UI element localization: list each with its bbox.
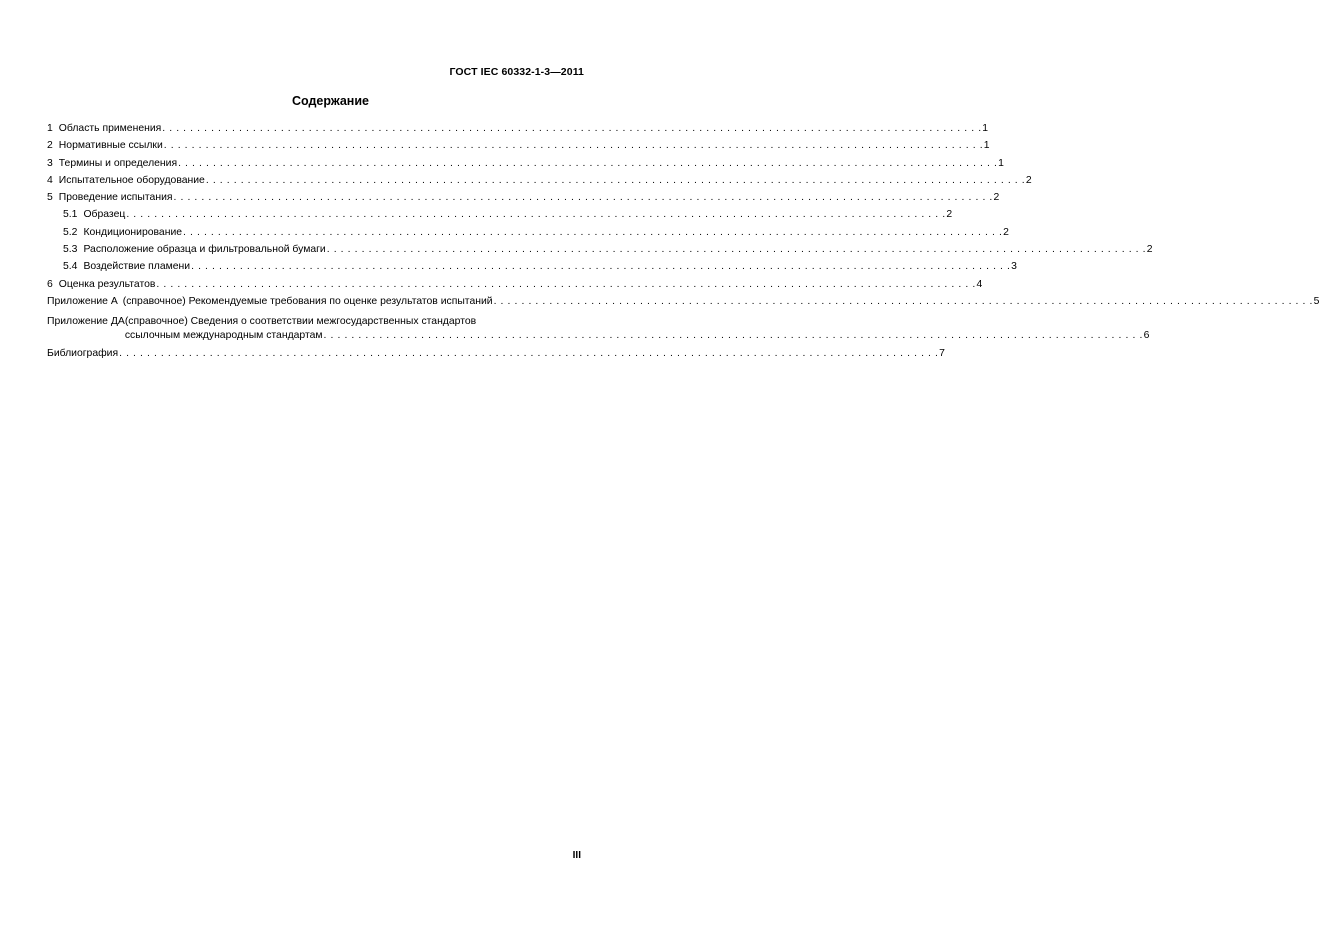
toc-entry-page: 1	[998, 157, 1004, 169]
toc-entry-page: 4	[976, 278, 983, 290]
toc-entry[interactable]	[47, 243, 1153, 260]
toc-entry-title: Нормативные ссылки	[58, 140, 163, 152]
page-title: Содержание	[291, 94, 369, 108]
table-of-contents	[47, 122, 1319, 365]
toc-entry[interactable]	[47, 157, 1004, 174]
toc-entry-number: 4	[47, 174, 53, 186]
dot-leader	[119, 347, 938, 361]
toc-entry-title: Область применения	[58, 123, 162, 134]
toc-entry-page: 3	[1011, 261, 1017, 273]
dot-leader	[164, 139, 983, 153]
dot-leader	[174, 191, 993, 205]
appendix-a-page: 5	[1313, 295, 1319, 307]
toc-bibliography[interactable]	[47, 347, 945, 364]
dot-leader	[178, 157, 997, 171]
appendix-a-text: (справочное) Рекомендуемые требования по оценке результатов испытаний	[122, 295, 493, 307]
toc-entry-page: 2	[993, 192, 1000, 204]
toc-entry-number: 5.2	[63, 226, 78, 238]
toc-entry[interactable]	[47, 191, 1000, 208]
bibliography-page: 7	[939, 348, 945, 360]
document-id-header: ГОСТ IEC 60332-1-3—2011	[449, 66, 584, 78]
toc-entry-number: 6	[47, 278, 53, 290]
appendix-da-text-line2: ссылочным международным стандартам	[124, 330, 323, 342]
bibliography-label: Библиография	[47, 348, 119, 360]
toc-entry-title: Кондиционирование	[83, 226, 183, 238]
toc-entry[interactable]	[47, 278, 983, 295]
toc-entry-page: 2	[946, 209, 953, 221]
toc-entry-title: Испытательное оборудование	[58, 174, 205, 186]
dot-leader	[191, 260, 1010, 274]
toc-entry-title: Расположение образца и фильтровальной бумаги	[83, 244, 326, 256]
dot-leader	[183, 226, 1002, 240]
toc-entry-page: 2	[1025, 174, 1032, 186]
toc-entry-page: 2	[1146, 244, 1153, 256]
dot-leader	[327, 243, 1146, 257]
appendix-a-label: Приложение А	[47, 295, 118, 307]
toc-appendix-a[interactable]	[47, 295, 1319, 312]
toc-entry-page: 1	[983, 140, 990, 152]
toc-entry-title: Оценка результатов	[58, 278, 156, 290]
toc-entry-number: 5.4	[63, 261, 78, 273]
toc-entry-title: Проведение испытания	[58, 192, 173, 204]
toc-entry-title: Воздействие пламени	[83, 261, 191, 273]
toc-entry-number: 1	[47, 123, 53, 134]
toc-entry[interactable]	[47, 208, 953, 225]
toc-entry[interactable]	[47, 122, 989, 139]
toc-entry[interactable]	[47, 139, 990, 156]
toc-entry-number: 2	[47, 140, 53, 152]
toc-entry-title: Образец	[83, 209, 126, 221]
appendix-da-text-line1: (справочное) Сведения о соответствии межгосударственных стандартов	[124, 316, 477, 328]
toc-appendix-da[interactable]	[47, 315, 1150, 343]
toc-entry[interactable]	[47, 226, 1009, 243]
toc-entry-number: 5	[47, 192, 53, 204]
toc-entry[interactable]	[47, 260, 1017, 277]
toc-entry-number: 3	[47, 157, 53, 169]
dot-leader	[156, 278, 975, 292]
dot-leader	[494, 295, 1313, 309]
toc-entry[interactable]	[47, 174, 1032, 191]
dot-leader	[324, 329, 1143, 343]
page-number-roman: III	[572, 850, 581, 861]
toc-entry-page: 1	[982, 123, 989, 134]
appendix-da-page: 6	[1143, 330, 1150, 342]
dot-leader	[126, 208, 945, 222]
toc-entry-number: 5.1	[63, 209, 78, 221]
dot-leader	[162, 122, 981, 136]
appendix-da-label: Приложение ДА	[47, 316, 125, 328]
toc-entry-title: Термины и определения	[58, 157, 178, 169]
toc-entry-page: 2	[1003, 226, 1009, 238]
dot-leader	[206, 174, 1025, 188]
toc-entry-number: 5.3	[63, 244, 78, 256]
